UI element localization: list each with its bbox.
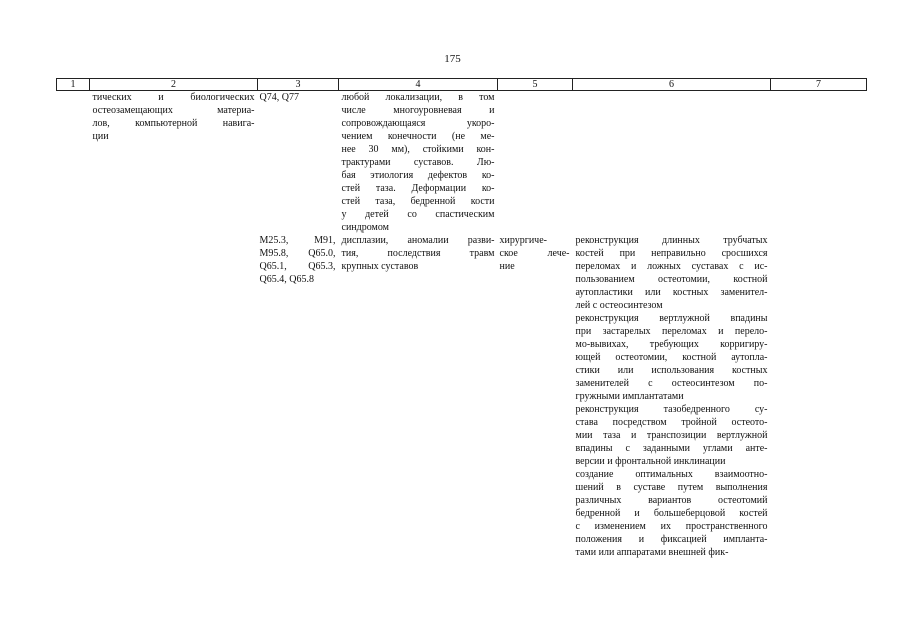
cell-text-line: стики или использования костных xyxy=(575,365,768,376)
cell-text-line: переломах и ложных суставах с ис- xyxy=(575,261,768,272)
cell-text-line: синдромом xyxy=(341,222,390,233)
cell-text-line: ское лече- xyxy=(499,248,570,259)
cell-text-line: Q65.4, Q65.8 xyxy=(259,274,314,285)
table-cell-col5 xyxy=(498,91,573,235)
table-cell-col3 xyxy=(258,234,339,559)
cell-text-line: бая этиология дефектов ко- xyxy=(341,170,495,181)
cell-text-line: реконструкция тазобедренного су- xyxy=(575,404,768,415)
cell-text-line: Q74, Q77 xyxy=(259,92,299,103)
cell-text-line: чением конечности (не ме- xyxy=(341,131,495,142)
cell-text-line: хирургиче- xyxy=(499,235,547,246)
cell-text-line: ции xyxy=(92,131,109,142)
table-cell-col5 xyxy=(498,234,573,559)
cell-text-line: впадины с заданными углами анте- xyxy=(575,443,768,454)
cell-text-line: M25.3, M91, xyxy=(259,235,336,246)
cell-text-line: создание оптимальных взаимоотно- xyxy=(575,469,768,480)
table-cell-col2 xyxy=(90,234,258,559)
cell-text-line: при застарелых переломах и перело- xyxy=(575,326,768,337)
cell-text-line: у детей со спастическим xyxy=(341,209,495,220)
cell-text-line: аутопластики или костных заменител- xyxy=(575,287,768,298)
column-header: 6 xyxy=(573,79,771,91)
cell-text-line: стей таза, бедренной кости xyxy=(341,196,495,207)
table-cell-col1 xyxy=(57,91,90,235)
cell-text-line: нее 30 мм), стойкими кон- xyxy=(341,144,495,155)
cell-text-line: крупных суставов xyxy=(341,261,419,272)
cell-text-line: бедренной и большеберцовой костей xyxy=(575,508,768,519)
table-cell-col6 xyxy=(573,91,771,235)
cell-text-line: лов, компьютерной навига- xyxy=(92,118,255,129)
table-cell-col7 xyxy=(771,234,867,559)
cell-text-line: тических и биологических xyxy=(92,92,255,103)
table-cell-col2 xyxy=(90,91,258,235)
cell-text-line: мо-вывихах, требующих корригиру- xyxy=(575,339,768,350)
column-header: 4 xyxy=(339,79,498,91)
cell-text-line: мии таза и транспозиции вертлужной xyxy=(575,430,768,441)
column-header: 2 xyxy=(90,79,258,91)
column-header: 5 xyxy=(498,79,573,91)
table-cell-col7 xyxy=(771,91,867,235)
cell-text-line: стей таза. Деформации ко- xyxy=(341,183,495,194)
cell-text-line: реконструкция вертлужной впадины xyxy=(575,313,768,324)
cell-text-line: трактурами суставов. Лю- xyxy=(341,157,495,168)
column-header: 3 xyxy=(258,79,339,91)
column-header: 1 xyxy=(57,79,90,91)
cell-text-line: положения и фиксацией импланта- xyxy=(575,534,768,545)
cell-text-line: заменителей с остеосинтезом по- xyxy=(575,378,768,389)
cell-text-line: гружными имплантатами xyxy=(575,391,684,402)
table-cell-col6 xyxy=(573,234,771,559)
cell-text-line: числе многоуровневая и xyxy=(341,105,495,116)
column-header: 7 xyxy=(771,79,867,91)
cell-text-line: шений в суставе путем выполнения xyxy=(575,482,768,493)
cell-text-line: тия, последствия травм xyxy=(341,248,495,259)
cell-text-line: M95.8, Q65.0, xyxy=(259,248,336,259)
cell-text-line: пользованием остеотомии, костной xyxy=(575,274,768,285)
cell-text-line: костей при неправильно сросшихся xyxy=(575,248,768,259)
cell-text-line: става посредством тройной остеото- xyxy=(575,417,768,428)
cell-text-line: любой локализации, в том xyxy=(341,92,495,103)
cell-text-line: Q65.1, Q65.3, xyxy=(259,261,336,272)
cell-text-line: версии и фронтальной инклинации xyxy=(575,456,726,467)
table-cell-col3 xyxy=(258,91,339,235)
procedures-table xyxy=(56,78,867,559)
table-row xyxy=(57,234,867,559)
cell-text-line: различных вариантов остеотомий xyxy=(575,495,768,506)
table-cell-col4 xyxy=(339,91,498,235)
cell-text-line: остеозамещающих материа- xyxy=(92,105,255,116)
cell-text-line: реконструкция длинных трубчатых xyxy=(575,235,768,246)
page-number: 175 xyxy=(444,53,461,65)
cell-text-line: тами или аппаратами внешней фик- xyxy=(575,547,729,558)
table-cell-col4 xyxy=(339,234,498,559)
cell-text-line: дисплазии, аномалии разви- xyxy=(341,235,495,246)
cell-text-line: лей с остеосинтезом xyxy=(575,300,663,311)
cell-text-line: сопровождающаяся укоро- xyxy=(341,118,495,129)
column-number-row xyxy=(57,79,867,91)
table-cell-col1 xyxy=(57,234,90,559)
cell-text-line: с изменением их пространственного xyxy=(575,521,768,532)
table-row xyxy=(57,91,867,235)
cell-text-line: ющей остеотомии, костной аутопла- xyxy=(575,352,768,363)
cell-text-line: ние xyxy=(499,261,515,272)
